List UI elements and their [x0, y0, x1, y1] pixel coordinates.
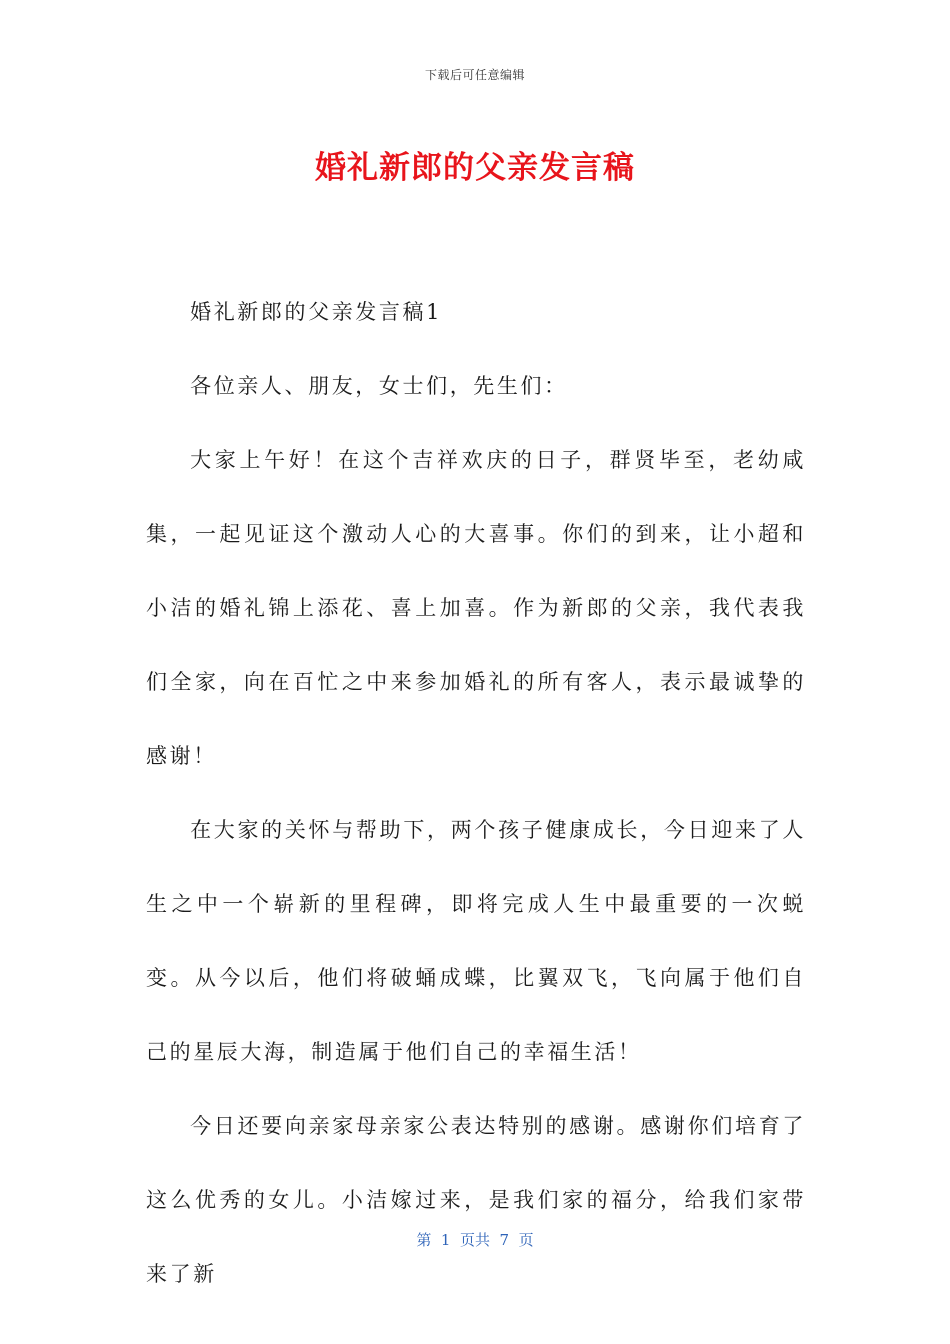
paragraph: 今日还要向亲家母亲家公表达特别的感谢。感谢你们培育了这么优秀的女儿。小洁嫁过来，是我们家的福分，给我们家带来了新: [146, 1114, 806, 1286]
page-number-footer: 第 1 页共 7 页: [416, 1231, 534, 1249]
header-note: 下载后可任意编辑: [424, 68, 525, 82]
paragraph: 大家上午好！在这个吉祥欢庆的日子，群贤毕至，老幼咸集，一起见证这个激动人心的大喜事。你们的到来，让小超和小洁的婚礼锦上添花、喜上加喜。作为新郎的父亲，我代表我们全家，向在百忙之中来参加婚礼的所有客人，表示最诚挚的感谢！: [146, 448, 806, 768]
paragraph-salutation: 各位亲人、朋友，女士们，先生们：: [190, 374, 568, 398]
paragraph: 在大家的关怀与帮助下，两个孩子健康成长，今日迎来了人生之中一个崭新的里程碑，即将完成人生中最重要的一次蜕变。从今以后，他们将破蛹成蝶，比翼双飞，飞向属于他们自己的星辰大海，制造属于他们自己的幸福生活！: [146, 818, 806, 1064]
document-title: 婚礼新郎的父亲发言稿: [315, 150, 635, 186]
document-body: [146, 275, 806, 1311]
paragraph-heading: 婚礼新郎的父亲发言稿1: [190, 300, 443, 324]
